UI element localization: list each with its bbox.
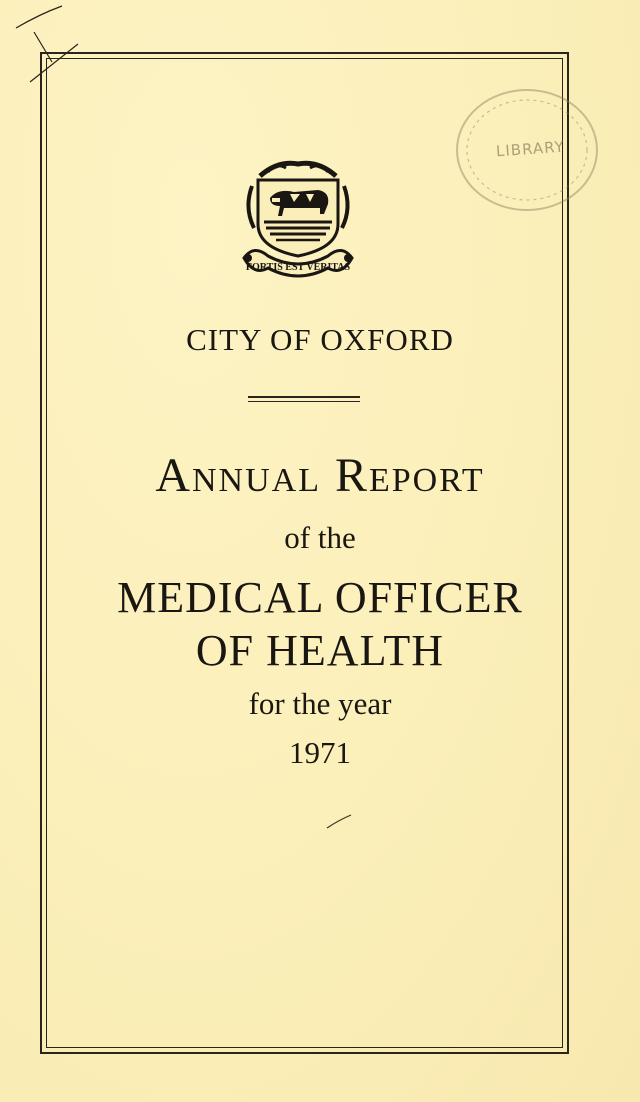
- divider-rule-bottom: [248, 401, 360, 402]
- subject-line-2: OF HEALTH: [195, 626, 445, 675]
- subject-line-1: MEDICAL OFFICER: [117, 573, 523, 622]
- city-name: CITY OF OXFORD: [186, 322, 454, 357]
- period-label: for the year: [248, 686, 392, 721]
- title-connector: of the: [284, 520, 356, 555]
- city-crest-icon: [238, 158, 358, 288]
- report-title: Annual Report: [155, 449, 485, 502]
- divider-rule-top: [248, 396, 360, 398]
- pen-stroke-mark: [325, 812, 355, 832]
- crest-motto: FORTIS EST VERITAS: [245, 262, 351, 273]
- report-year: 1971: [289, 735, 351, 770]
- library-stamp-text: LIBRARY: [495, 137, 566, 161]
